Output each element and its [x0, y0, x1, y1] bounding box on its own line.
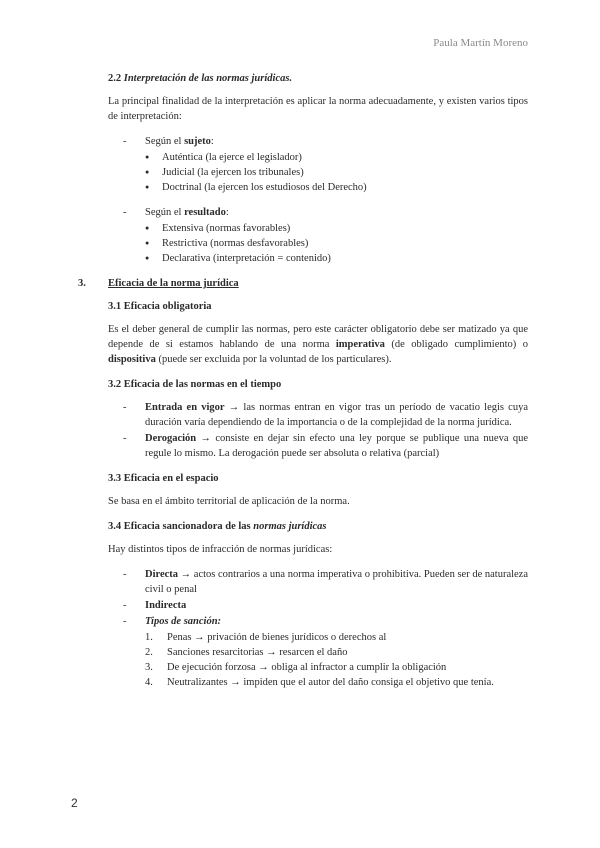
heading-2-2-italic: Interpretación de las normas jurídicas. — [123, 73, 293, 84]
list-item-derogacion — [108, 431, 528, 461]
bullet-item: ● Judicial (la ejercen los tribunales) — [145, 165, 528, 180]
sujeto-pre: Según el — [145, 136, 185, 147]
item-number: 1. — [145, 632, 153, 643]
s31-part3: (puede ser excluida por la voluntad de los particulares). — [155, 354, 392, 365]
bullet-item: ● Extensiva (normas favorables) — [145, 221, 528, 236]
item-text: Sanciones resarcitorias → resarcen el daño — [167, 647, 348, 658]
heading-3-3: 3.3 Eficacia en el espacio — [108, 473, 219, 484]
tiempo-list — [108, 400, 528, 461]
resultado-post: : — [225, 207, 229, 218]
s31-part2: (de obligado cumplimiento) o — [384, 339, 528, 350]
heading-3-4-prefix: 3.4 Eficacia sancionadora de las — [108, 521, 254, 532]
s31-part1: Es el deber general de cumplir las normas, pero este carácter obligatorio debe ser matizado ya que depende de si estamos hablando de una norma — [108, 324, 528, 350]
section-3-title: Eficacia de la norma jurídica — [108, 278, 239, 289]
interpretation-result-list — [108, 205, 528, 266]
list-item-sujeto — [108, 134, 528, 195]
interpretation-types-list — [108, 134, 528, 195]
item-text: De ejecución forzosa → obliga al infractor a cumplir la obligación — [167, 662, 447, 673]
bullet-item: ● Auténtica (la ejerce el legislador) — [145, 150, 528, 165]
entrada-bold: Entrada en vigor — [145, 402, 225, 413]
entrada-text: → las normas entran en vigor tras un período de vacatio legis cuya duración varía dependiendo de la importancia o de la complejidad de la norma jurídica. — [145, 402, 528, 428]
item-text: Penas → privación de bienes jurídicos o derechos al — [167, 632, 387, 643]
bullet-item: ● Doctrinal (la ejercen los estudiosos del Derecho) — [145, 180, 528, 195]
item-text: Neutralizantes → impiden que el autor del daño consiga el objetivo que tenía. — [167, 677, 494, 688]
bullet-item: ● Declarativa (interpretación = contenido) — [145, 251, 528, 266]
tipos-sancion-list — [145, 630, 528, 690]
heading-section-3 — [78, 276, 528, 291]
sujeto-bold: sujeto — [184, 136, 211, 147]
directa-bold: Directa — [145, 569, 179, 580]
list-item-directa — [108, 567, 528, 597]
header-author: Paula Martín Moreno — [433, 37, 528, 49]
sujeto-bullets — [145, 150, 528, 195]
resultado-pre: Según el — [145, 207, 185, 218]
bullet-item: ● Restrictiva (normas desfavorables) — [145, 236, 528, 251]
s31-bold-imperativa: imperativa — [335, 339, 385, 350]
numbered-item — [145, 675, 528, 690]
derog-text: → consiste en dejar sin efecto una ley porque se publique una nueva que regule lo mismo. La derogación puede ser absoluta o relativa (parcial) — [145, 433, 528, 459]
heading-3-2: 3.2 Eficacia de las normas en el tiempo — [108, 379, 282, 390]
s31-bold-dispositiva: dispositiva — [108, 354, 156, 365]
page-content — [78, 71, 528, 700]
heading-3-4-italic: normas jurídicas — [253, 521, 327, 532]
resultado-bullets — [145, 221, 528, 266]
list-item-indirecta — [108, 598, 528, 613]
infraccion-list — [108, 567, 528, 690]
indirecta-bold: Indirecta — [145, 600, 187, 611]
heading-2-2 — [108, 71, 528, 86]
tipos-sancion-bold: Tipos de sanción: — [145, 616, 222, 627]
eficacia-obligatoria-text — [108, 322, 528, 367]
item-number: 2. — [145, 647, 153, 658]
list-item-entrada-vigor — [108, 400, 528, 430]
directa-text: → actos contrarios a una norma imperativa o prohibitiva. Pueden ser de naturaleza civil o penal — [145, 569, 528, 595]
list-item-resultado — [108, 205, 528, 266]
item-number: 4. — [145, 677, 153, 688]
sujeto-post: : — [210, 136, 214, 147]
list-item-tipos-sancion — [108, 614, 528, 690]
numbered-item — [145, 645, 528, 660]
infraccion-intro: Hay distintos tipos de infracción de normas jurídicas: — [108, 544, 333, 555]
heading-3-1: 3.1 Eficacia obligatoria — [108, 301, 212, 312]
page-number: 2 — [71, 796, 78, 810]
item-number: 3. — [145, 662, 153, 673]
resultado-bold: resultado — [184, 207, 226, 218]
section-3-number: 3. — [78, 278, 86, 289]
heading-3-4 — [108, 519, 528, 534]
numbered-item — [145, 660, 528, 675]
heading-2-2-prefix: 2.2 — [108, 73, 124, 84]
derog-bold: Derogación — [145, 433, 197, 444]
interpretation-intro: La principal finalidad de la interpretación es aplicar la norma adecuadamente, y existen varios tipos de interpretación: — [108, 96, 528, 122]
espacio-text: Se basa en el ámbito territorial de aplicación de la norma. — [108, 496, 350, 507]
numbered-item — [145, 630, 528, 645]
